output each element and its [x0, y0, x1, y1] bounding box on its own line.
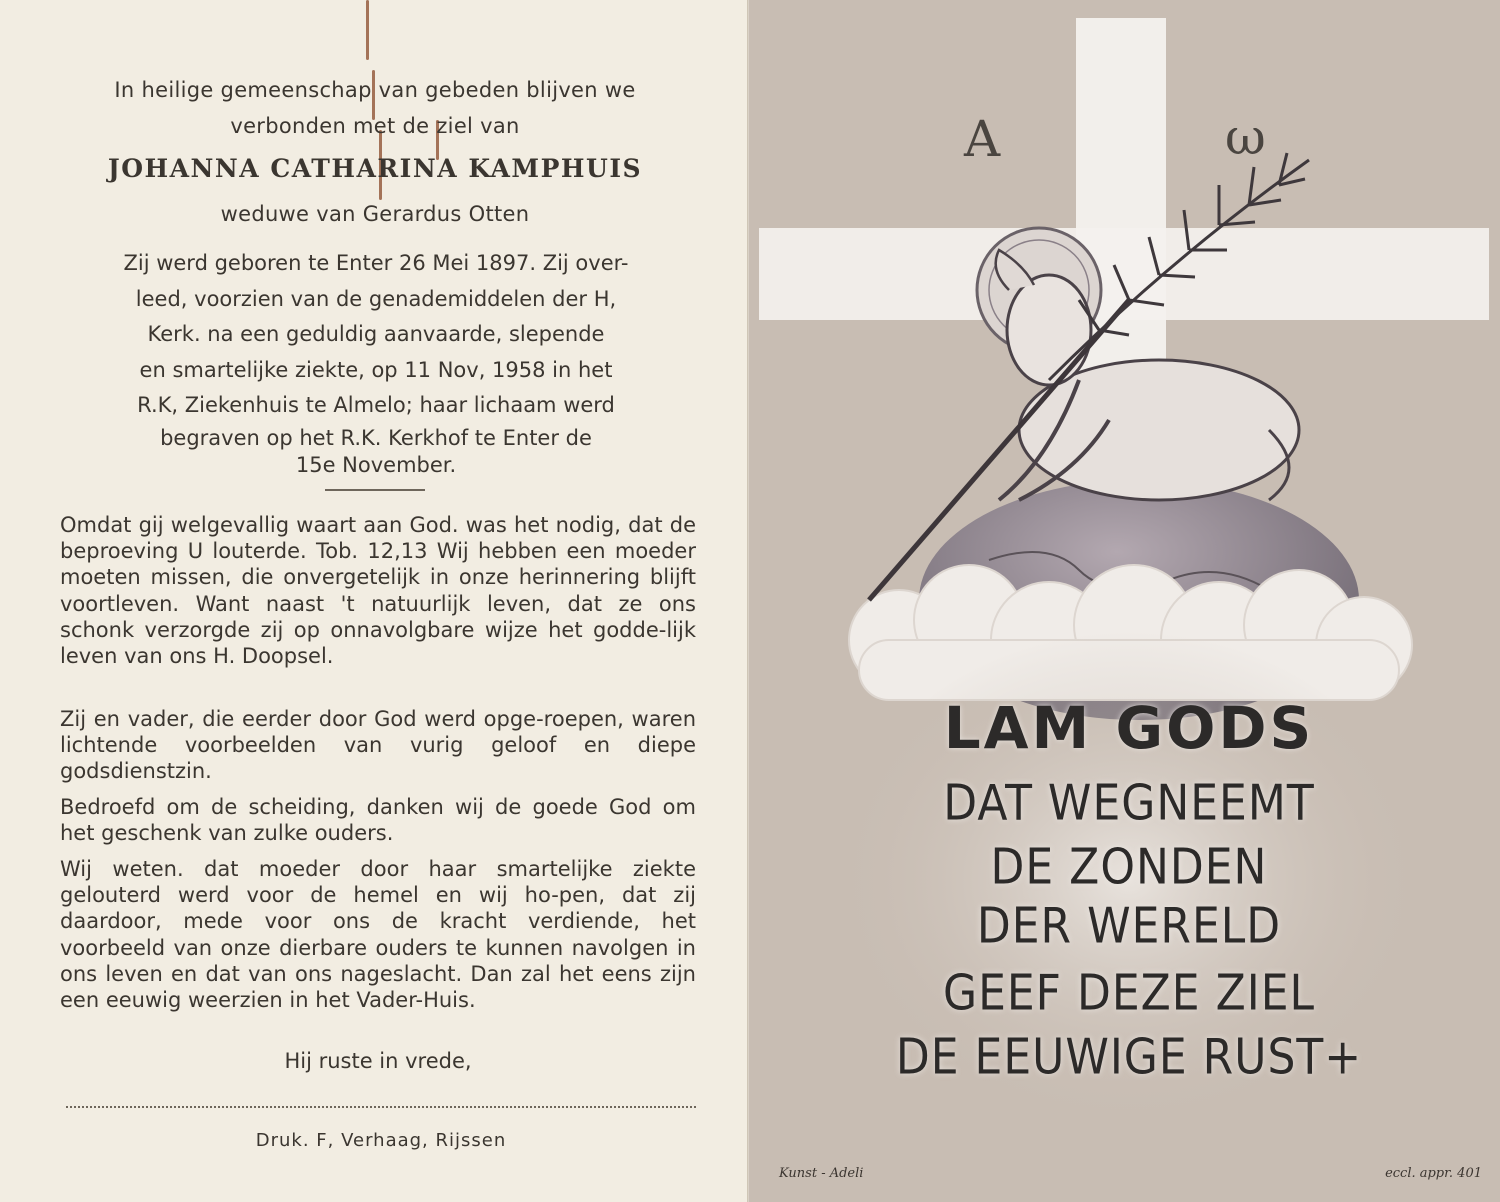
verse-line-1: DAT WEGNEEMT — [943, 774, 1315, 833]
verse-line-3: DER WERELD — [976, 897, 1282, 956]
bio-line: R.K, Ziekenhuis te Almelo; haar lichaam werd — [137, 393, 615, 417]
bio-line: en smartelijke ziekte, op 11 Nov, 1958 in het — [139, 357, 613, 382]
approval-credit: eccl. appr. 401 — [1385, 1166, 1482, 1181]
paragraph-2: Zij en vader, die eerder door God werd opge-roepen, waren lichtende voorbeelden van vurig geloof en diepe godsdienstzin. — [60, 707, 696, 784]
paragraph-4: Wij weten. dat moeder door haar smartelijke ziekte gelouterd werd voor de hemel en wij ho-pen, dat zij daardoor, mede voor ons de kracht verdiende, het voorbeeld van onze dierbare ouders te kunnen navolgen in ons leven en dat van ons nageslacht. Dan zal het eens zijn een eeuwig weerzien in het Vader-Huis. — [60, 857, 696, 1013]
paragraph-3: Bedroefd om de scheiding, danken wij de goede God om het geschenk van zulke ouders. — [60, 795, 696, 846]
memorial-card-text-page — [0, 0, 748, 1202]
bio-line: Zij werd geboren te Enter 26 Mei 1897. Zij over- — [123, 251, 629, 275]
verse-line-2: DE ZONDEN — [990, 838, 1268, 897]
verse-title: LAM GODS — [943, 694, 1315, 762]
rust-stain — [366, 0, 369, 60]
separator-rule — [325, 489, 425, 491]
bio-line: begraven op het R.K. Kerkhof te Enter de — [160, 425, 592, 450]
artist-credit: Kunst - Adeli — [779, 1166, 864, 1181]
verse-line-5: DE EEUWIGE RUST+ — [895, 1028, 1363, 1087]
deceased-name: JOHANNA CATHARINA KAMPHUIS — [107, 154, 643, 183]
intro-line-1: In heilige gemeenschap van gebeden blijven we — [114, 78, 636, 102]
dotted-divider — [66, 1106, 696, 1108]
biography — [60, 246, 692, 478]
omega-icon: ω — [1225, 108, 1266, 166]
verse-line-4: GEEF DEZE ZIEL — [942, 964, 1316, 1023]
widow-of-line: weduwe van Gerardus Otten — [220, 202, 530, 226]
alpha-icon: A — [964, 110, 1001, 168]
printer-credit: Druk. F, Verhaag, Rijssen — [255, 1130, 507, 1151]
bio-line: Kerk. na een geduldig aanvaarde, slepende — [147, 322, 605, 346]
memorial-card-image-page — [749, 0, 1500, 1202]
paragraph-1: Omdat gij welgevallig waart aan God. was het nodig, dat de beproeving U louterde. Tob. 12,13 Wij hebben een moeder moeten missen, die onvergetelijk in onze herinnering blijft voortleven. Want naast 't natuurlijk leven, dat ze ons schonk verzorgde zij op onnavolgbare wijze het godde-lijk leven van ons H. Doopsel. — [60, 513, 696, 669]
bio-line: leed, voorzien van de genademiddelen der H, — [135, 286, 617, 311]
intro-line-2: verbonden met de ziel van — [230, 114, 520, 138]
intro-text — [40, 72, 710, 144]
closing-line: Hij ruste in vrede, — [284, 1049, 472, 1073]
bio-line: 15e November. — [295, 452, 457, 477]
